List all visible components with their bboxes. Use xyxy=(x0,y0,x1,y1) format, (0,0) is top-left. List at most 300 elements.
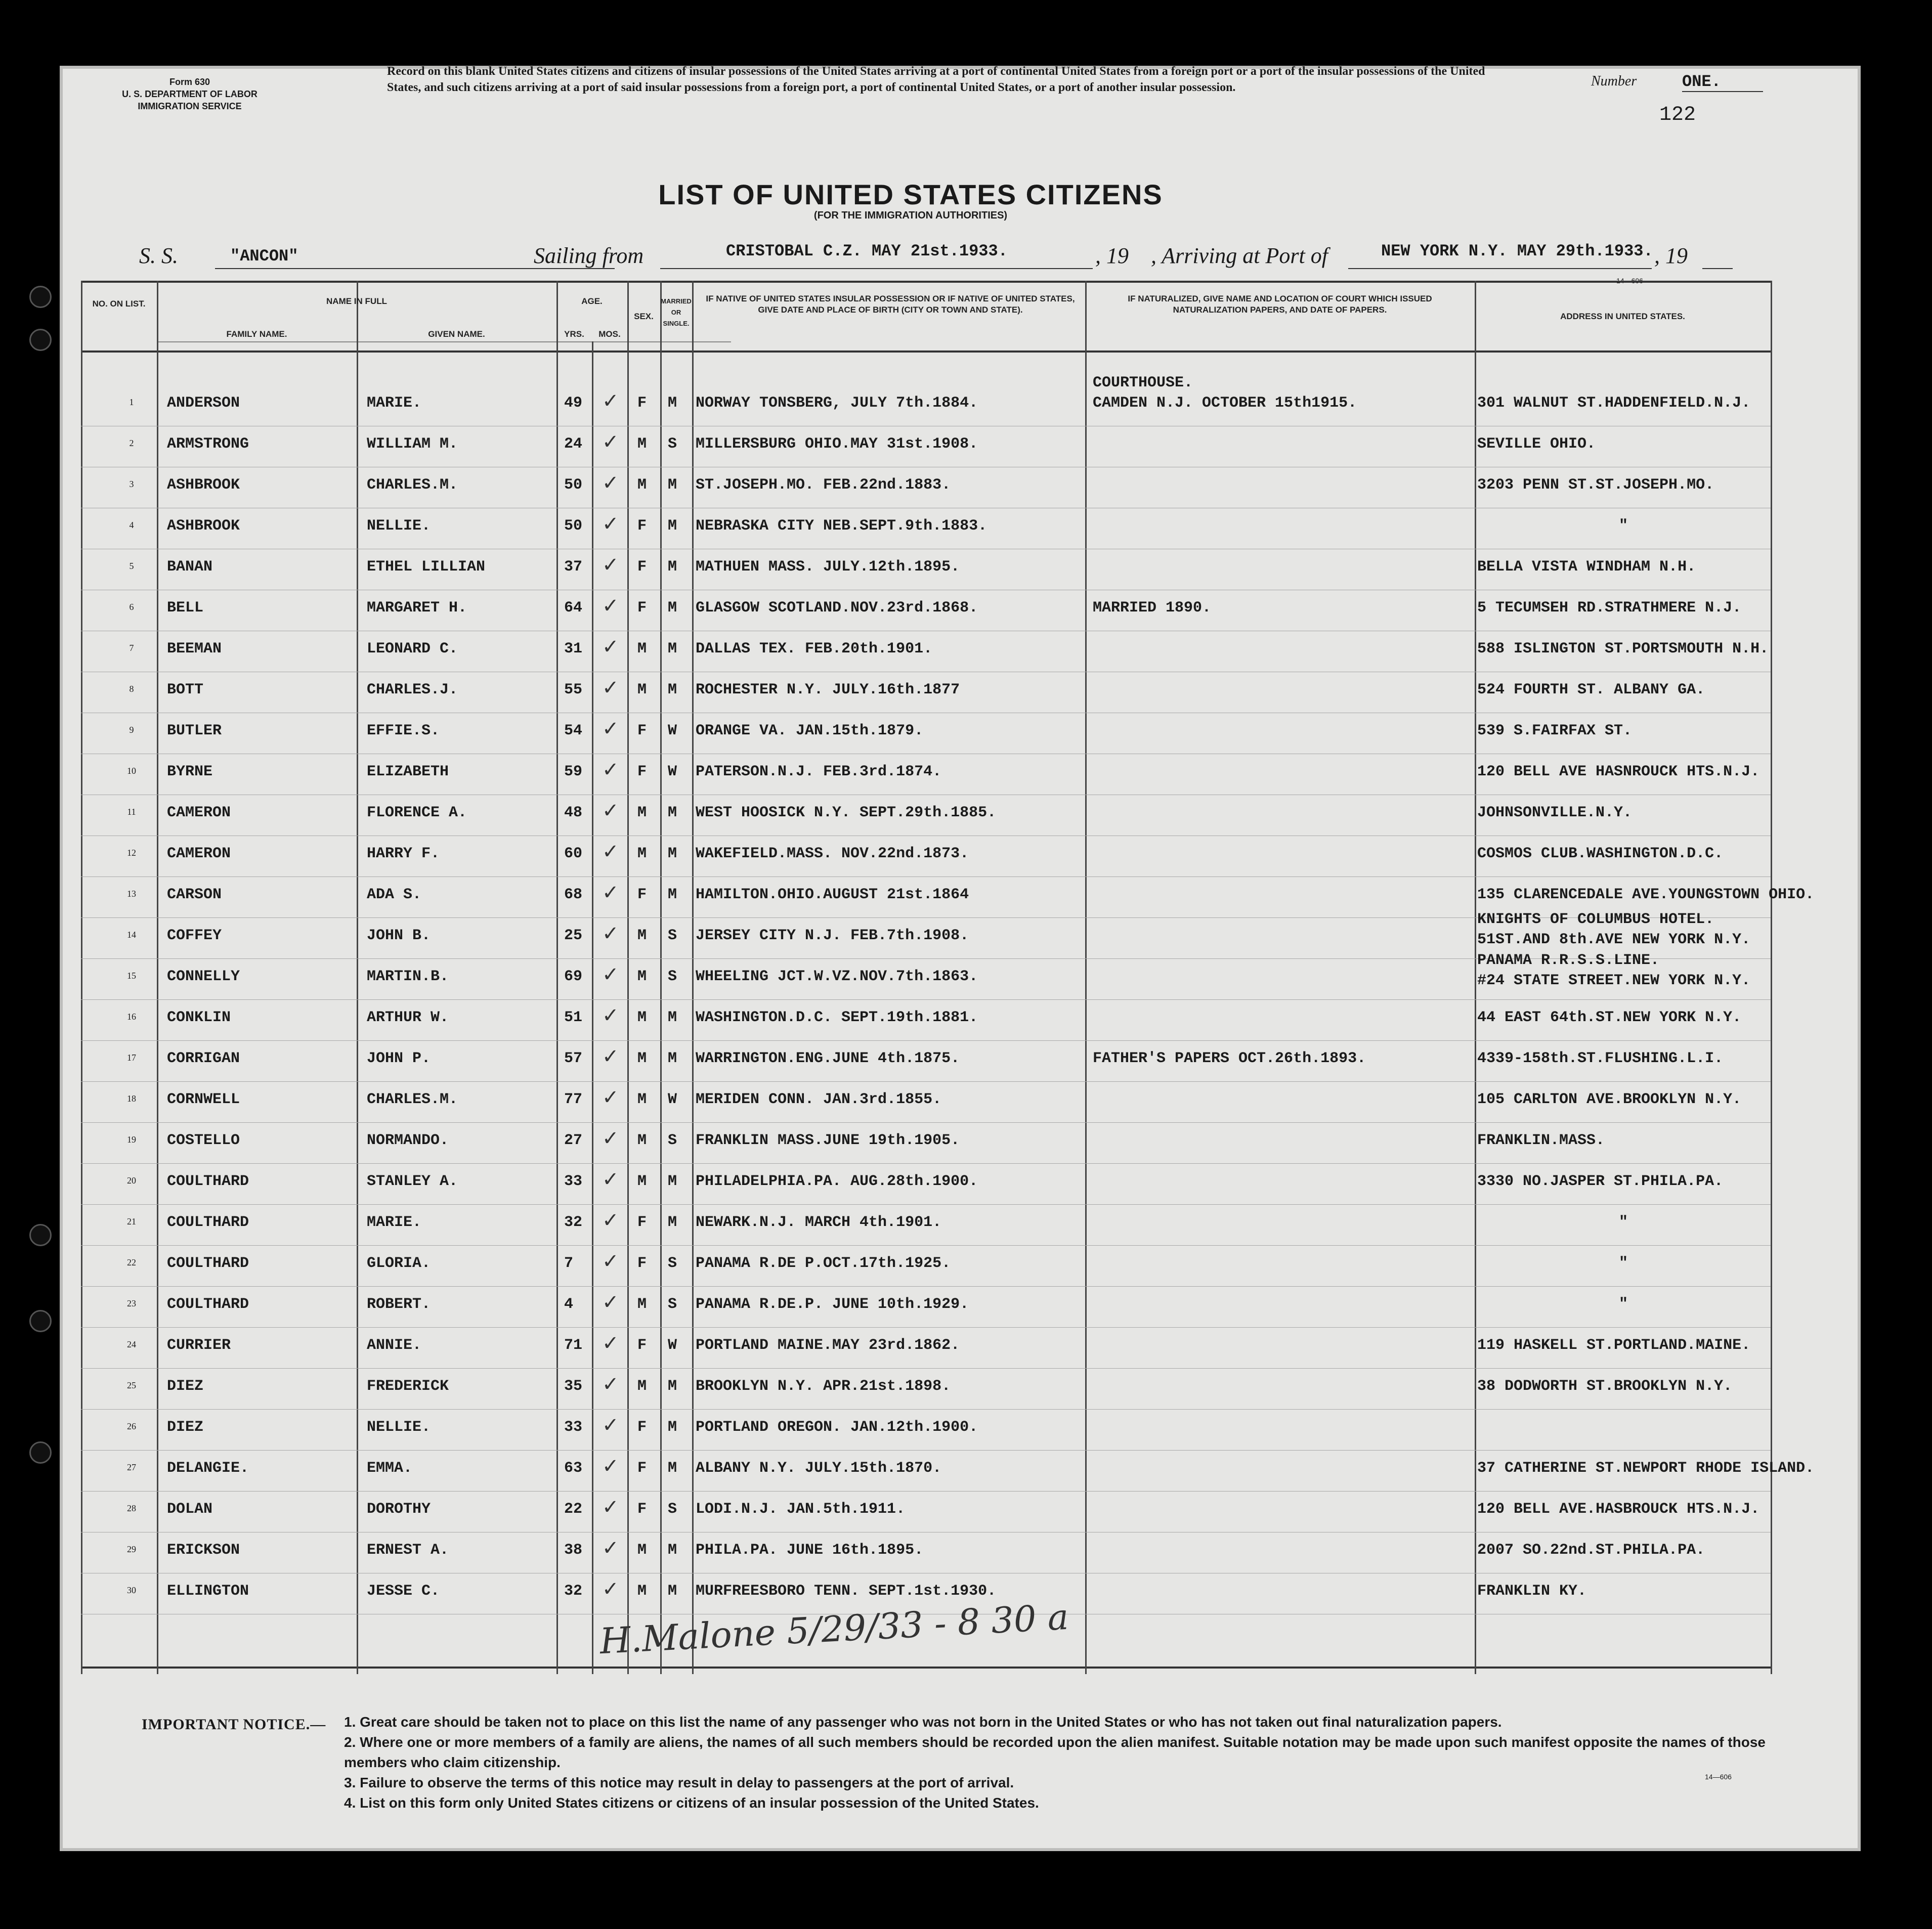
row-number: 23 xyxy=(127,1298,136,1308)
age-years-cell: 38 xyxy=(564,1542,583,1559)
sex-cell: F xyxy=(637,1255,647,1272)
sex-cell: F xyxy=(637,763,647,780)
sex-cell: M xyxy=(637,681,647,698)
header-name-in-full: NAME IN FULL xyxy=(326,296,387,306)
birthplace-cell: WARRINGTON.ENG.JUNE 4th.1875. xyxy=(696,1050,960,1067)
address-cell: 38 DODWORTH ST.BROOKLYN N.Y. xyxy=(1477,1378,1733,1395)
marital-status-cell: S xyxy=(668,1132,677,1149)
age-years-cell: 4 xyxy=(564,1296,574,1313)
number-value: ONE. xyxy=(1682,72,1763,92)
family-name-cell: CARSON xyxy=(167,886,222,903)
family-name-cell: COULTHARD xyxy=(167,1173,249,1190)
check-mark-icon: ✓ xyxy=(602,1332,619,1354)
age-years-cell: 32 xyxy=(564,1214,583,1231)
birthplace-cell: PORTLAND OREGON. JAN.12th.1900. xyxy=(696,1419,978,1436)
sex-cell: F xyxy=(637,1214,647,1231)
row-number: 6 xyxy=(129,602,134,612)
address-cell: 51ST.AND 8th.AVE NEW YORK N.Y. xyxy=(1477,931,1751,948)
row-number: 1 xyxy=(129,397,134,407)
check-mark-icon: ✓ xyxy=(602,1455,619,1477)
marital-status-cell: M xyxy=(668,1009,677,1026)
header-no-on-list: NO. ON LIST. xyxy=(92,299,146,309)
birthplace-cell: HAMILTON.OHIO.AUGUST 21st.1864 xyxy=(696,886,969,903)
sex-cell: M xyxy=(637,804,647,821)
marital-status-cell: M xyxy=(668,886,677,903)
ship-info-line xyxy=(139,238,1758,273)
row-number: 10 xyxy=(127,766,136,776)
family-name-cell: BEEMAN xyxy=(167,640,222,657)
birthplace-cell: JERSEY CITY N.J. FEB.7th.1908. xyxy=(696,927,969,944)
sex-cell: M xyxy=(637,1173,647,1190)
check-mark-icon: ✓ xyxy=(602,554,619,576)
row-number: 5 xyxy=(129,561,134,571)
marital-status-cell: M xyxy=(668,1460,677,1477)
family-name-cell: ASHBROOK xyxy=(167,517,240,535)
marital-status-cell: M xyxy=(668,558,677,576)
notice-item-3: 3. Failure to observe the terms of this notice may result in delay to passengers at the port of arrival. xyxy=(344,1775,1014,1790)
family-name-cell: COULTHARD xyxy=(167,1214,249,1231)
given-name-cell: FLORENCE A. xyxy=(367,804,467,821)
age-years-cell: 64 xyxy=(564,599,583,617)
age-years-cell: 37 xyxy=(564,558,583,576)
notice-item-1: 1. Great care should be taken not to place on this list the name of any passenger who was not born in the United States or who has not taken out final naturalization papers. xyxy=(344,1714,1502,1730)
age-years-cell: 24 xyxy=(564,435,583,453)
check-mark-icon: ✓ xyxy=(602,595,619,617)
address-cell: 44 EAST 64th.ST.NEW YORK N.Y. xyxy=(1477,1009,1742,1026)
address-cell: SEVILLE OHIO. xyxy=(1477,435,1596,453)
birthplace-cell: DALLAS TEX. FEB.20th.1901. xyxy=(696,640,933,657)
age-years-cell: 7 xyxy=(564,1255,574,1272)
check-mark-icon: ✓ xyxy=(602,636,619,658)
check-mark-icon: ✓ xyxy=(602,390,619,412)
given-name-cell: ANNIE. xyxy=(367,1337,422,1354)
sex-cell: F xyxy=(637,1419,647,1436)
family-name-cell: CONNELLY xyxy=(167,968,240,985)
age-years-cell: 31 xyxy=(564,640,583,657)
given-name-cell: WILLIAM M. xyxy=(367,435,458,453)
row-number: 4 xyxy=(129,520,134,530)
row-number: 9 xyxy=(129,725,134,735)
address-cell: PANAMA R.R.S.S.LINE. xyxy=(1477,952,1660,969)
header-married-single: MARRIED OR SINGLE. xyxy=(661,297,692,327)
year-label-1: , 19 xyxy=(1095,243,1129,268)
birthplace-cell: NEBRASKA CITY NEB.SEPT.9th.1883. xyxy=(696,517,988,535)
sex-cell: M xyxy=(637,1132,647,1149)
sex-cell: M xyxy=(637,1050,647,1067)
given-name-cell: ELIZABETH xyxy=(367,763,449,780)
family-name-cell: COFFEY xyxy=(167,927,222,944)
address-cell: 120 BELL AVE.HASBROUCK HTS.N.J. xyxy=(1477,1501,1760,1518)
row-number: 27 xyxy=(127,1462,136,1472)
naturalization-cell: CAMDEN N.J. OCTOBER 15th1915. xyxy=(1093,394,1357,412)
sex-cell: M xyxy=(637,927,647,944)
birthplace-cell: WAKEFIELD.MASS. NOV.22nd.1873. xyxy=(696,845,969,862)
header-years: YRS. xyxy=(564,329,584,339)
row-number: 30 xyxy=(127,1585,136,1595)
birthplace-cell: WEST HOOSICK N.Y. SEPT.29th.1885. xyxy=(696,804,997,821)
family-name-cell: ASHBROOK xyxy=(167,476,240,494)
marital-status-cell: M xyxy=(668,804,677,821)
birthplace-cell: WASHINGTON.D.C. SEPT.19th.1881. xyxy=(696,1009,978,1026)
given-name-cell: EFFIE.S. xyxy=(367,722,440,739)
printer-mark: 14—606 xyxy=(1616,277,1643,285)
marital-status-cell: M xyxy=(668,640,677,657)
sex-cell: F xyxy=(637,517,647,535)
marital-status-cell: S xyxy=(668,435,677,453)
family-name-cell: DELANGIE. xyxy=(167,1460,249,1477)
check-mark-icon: ✓ xyxy=(602,1209,619,1232)
birthplace-cell: MERIDEN CONN. JAN.3rd.1855. xyxy=(696,1091,942,1108)
row-number: 8 xyxy=(129,684,134,694)
sex-cell: F xyxy=(637,1460,647,1477)
sex-cell: F xyxy=(637,722,647,739)
ship-name: "ANCON" xyxy=(230,247,298,266)
sex-cell: M xyxy=(637,1378,647,1395)
inspector-signature: H.Malone 5/29/33 - 8 30 a xyxy=(598,1596,1070,1662)
sex-cell: F xyxy=(637,394,647,412)
sex-cell: F xyxy=(637,1337,647,1354)
birthplace-cell: PANAMA R.DE P.OCT.17th.1925. xyxy=(696,1255,951,1272)
birthplace-cell: GLASGOW SCOTLAND.NOV.23rd.1868. xyxy=(696,599,978,617)
birthplace-cell: ORANGE VA. JAN.15th.1879. xyxy=(696,722,924,739)
birthplace-cell: PORTLAND MAINE.MAY 23rd.1862. xyxy=(696,1337,960,1354)
given-name-cell: JESSE C. xyxy=(367,1583,440,1600)
sex-cell: M xyxy=(637,1009,647,1026)
age-years-cell: 32 xyxy=(564,1583,583,1600)
binder-hole xyxy=(29,1224,52,1246)
birthplace-cell: FRANKLIN MASS.JUNE 19th.1905. xyxy=(696,1132,960,1149)
given-name-cell: CHARLES.M. xyxy=(367,476,458,494)
given-name-cell: MARGARET H. xyxy=(367,599,467,617)
given-name-cell: NELLIE. xyxy=(367,1419,431,1436)
passenger-table xyxy=(81,281,1815,1674)
address-cell: " xyxy=(1619,1255,1628,1272)
birthplace-cell: MATHUEN MASS. JULY.12th.1895. xyxy=(696,558,960,576)
check-mark-icon: ✓ xyxy=(602,1045,619,1068)
address-cell: " xyxy=(1619,517,1628,535)
birthplace-cell: ROCHESTER N.Y. JULY.16th.1877 xyxy=(696,681,960,698)
row-number: 3 xyxy=(129,479,134,489)
address-cell: 135 CLARENCEDALE AVE.YOUNGSTOWN OHIO. xyxy=(1477,886,1815,903)
age-years-cell: 35 xyxy=(564,1378,583,1395)
check-mark-icon: ✓ xyxy=(602,1127,619,1150)
check-mark-icon: ✓ xyxy=(602,1004,619,1027)
family-name-cell: BANAN xyxy=(167,558,213,576)
age-years-cell: 33 xyxy=(564,1173,583,1190)
marital-status-cell: M xyxy=(668,394,677,412)
marital-status-cell: S xyxy=(668,1255,677,1272)
birthplace-cell: ALBANY N.Y. JULY.15th.1870. xyxy=(696,1460,942,1477)
check-mark-icon: ✓ xyxy=(602,923,619,945)
important-notice-items xyxy=(344,1712,1811,1813)
ss-label: S. S. xyxy=(139,243,178,268)
binder-hole xyxy=(29,329,52,351)
birthplace-cell: PHILADELPHIA.PA. AUG.28th.1900. xyxy=(696,1173,978,1190)
row-number: 20 xyxy=(127,1175,136,1186)
address-cell: 120 BELL AVE HASNROUCK HTS.N.J. xyxy=(1477,763,1760,780)
birthplace-cell: BROOKLYN N.Y. APR.21st.1898. xyxy=(696,1378,951,1395)
row-number: 26 xyxy=(127,1421,136,1431)
check-mark-icon: ✓ xyxy=(602,1291,619,1313)
family-name-cell: BUTLER xyxy=(167,722,222,739)
row-number: 16 xyxy=(127,1012,136,1022)
check-mark-icon: ✓ xyxy=(602,1414,619,1436)
given-name-cell: CHARLES.M. xyxy=(367,1091,458,1108)
check-mark-icon: ✓ xyxy=(602,513,619,535)
age-years-cell: 22 xyxy=(564,1501,583,1518)
check-mark-icon: ✓ xyxy=(602,841,619,863)
family-name-cell: CONKLIN xyxy=(167,1009,231,1026)
row-number: 29 xyxy=(127,1544,136,1554)
marital-status-cell: M xyxy=(668,1050,677,1067)
given-name-cell: ETHEL LILLIAN xyxy=(367,558,486,576)
marital-status-cell: S xyxy=(668,1296,677,1313)
header-given-name: GIVEN NAME. xyxy=(428,329,485,339)
address-cell: 5 TECUMSEH RD.STRATHMERE N.J. xyxy=(1477,599,1742,617)
marital-status-cell: S xyxy=(668,927,677,944)
family-name-cell: BYRNE xyxy=(167,763,213,780)
check-mark-icon: ✓ xyxy=(602,1578,619,1600)
given-name-cell: GLORIA. xyxy=(367,1255,431,1272)
sex-cell: M xyxy=(637,845,647,862)
naturalization-cell: COURTHOUSE. xyxy=(1093,374,1193,391)
address-cell: 588 ISLINGTON ST.PORTSMOUTH N.H. xyxy=(1477,640,1769,657)
given-name-cell: ADA S. xyxy=(367,886,422,903)
age-years-cell: 68 xyxy=(564,886,583,903)
naturalization-cell: FATHER'S PAPERS OCT.26th.1893. xyxy=(1093,1050,1366,1067)
address-cell: 119 HASKELL ST.PORTLAND.MAINE. xyxy=(1477,1337,1751,1354)
row-number: 12 xyxy=(127,848,136,858)
age-years-cell: 51 xyxy=(564,1009,583,1026)
age-years-cell: 25 xyxy=(564,927,583,944)
birthplace-cell: LODI.N.J. JAN.5th.1911. xyxy=(696,1501,906,1518)
sex-cell: F xyxy=(637,886,647,903)
sex-cell: M xyxy=(637,1583,647,1600)
family-name-cell: ARMSTRONG xyxy=(167,435,249,453)
check-mark-icon: ✓ xyxy=(602,800,619,822)
address-cell: FRANKLIN.MASS. xyxy=(1477,1132,1605,1149)
footer-printer-mark: 14—606 xyxy=(1705,1773,1732,1781)
header-birthplace: IF NATIVE OF UNITED STATES INSULAR POSSESSION OR IF NATIVE OF UNITED STATES, GIVE DATE AND PLACE OF BIRTH (CITY OR TOWN AND STATE). xyxy=(706,294,1075,315)
header-naturalized: IF NATURALIZED, GIVE NAME AND LOCATION OF COURT WHICH ISSUED NATURALIZATION PAPERS, AND DATE OF PAPERS. xyxy=(1128,294,1432,315)
sex-cell: M xyxy=(637,1542,647,1559)
address-cell: KNIGHTS OF COLUMBUS HOTEL. xyxy=(1477,911,1714,928)
given-name-cell: LEONARD C. xyxy=(367,640,458,657)
age-years-cell: 54 xyxy=(564,722,583,739)
given-name-cell: MARIE. xyxy=(367,1214,422,1231)
given-name-cell: ROBERT. xyxy=(367,1296,431,1313)
row-number: 21 xyxy=(127,1216,136,1226)
header-sex: SEX. xyxy=(634,312,654,321)
sex-cell: M xyxy=(637,1091,647,1108)
number-label: Number xyxy=(1591,73,1637,89)
marital-status-cell: S xyxy=(668,1501,677,1518)
row-number: 14 xyxy=(127,930,136,940)
marital-status-cell: M xyxy=(668,845,677,862)
row-number: 28 xyxy=(127,1503,136,1513)
check-mark-icon: ✓ xyxy=(602,472,619,494)
marital-status-cell: M xyxy=(668,1173,677,1190)
given-name-cell: EMMA. xyxy=(367,1460,413,1477)
header-months: MOS. xyxy=(598,329,621,339)
address-cell: 4339-158th.ST.FLUSHING.L.I. xyxy=(1477,1050,1724,1067)
family-name-cell: ANDERSON xyxy=(167,394,240,412)
birthplace-cell: WHEELING JCT.W.VZ.NOV.7th.1863. xyxy=(696,968,978,985)
family-name-cell: BOTT xyxy=(167,681,204,698)
age-years-cell: 59 xyxy=(564,763,583,780)
address-cell: 301 WALNUT ST.HADDENFIELD.N.J. xyxy=(1477,394,1751,412)
address-cell: COSMOS CLUB.WASHINGTON.D.C. xyxy=(1477,845,1724,862)
family-name-cell: DIEZ xyxy=(167,1378,204,1395)
department-name: U. S. DEPARTMENT OF LABOR xyxy=(122,89,257,99)
family-name-cell: CAMERON xyxy=(167,845,231,862)
check-mark-icon: ✓ xyxy=(602,1496,619,1518)
notice-item-4: 4. List on this form only United States citizens or citizens of an insular possession of the United States. xyxy=(344,1795,1039,1811)
given-name-cell: JOHN B. xyxy=(367,927,431,944)
given-name-cell: DOROTHY xyxy=(367,1501,431,1518)
sailing-from-value: CRISTOBAL C.Z. MAY 21st.1933. xyxy=(726,242,1008,260)
address-cell: 105 CARLTON AVE.BROOKLYN N.Y. xyxy=(1477,1091,1742,1108)
header-address: ADDRESS IN UNITED STATES. xyxy=(1560,312,1685,321)
year-label-2: , 19 xyxy=(1654,243,1688,268)
sex-cell: F xyxy=(637,558,647,576)
important-notice-heading: IMPORTANT NOTICE.— xyxy=(142,1716,326,1733)
age-years-cell: 63 xyxy=(564,1460,583,1477)
sex-cell: M xyxy=(637,1296,647,1313)
form-number: Form 630 xyxy=(169,77,210,87)
marital-status-cell: W xyxy=(668,1091,677,1108)
given-name-cell: ARTHUR W. xyxy=(367,1009,449,1026)
sex-cell: M xyxy=(637,968,647,985)
service-name: IMMIGRATION SERVICE xyxy=(138,101,242,111)
family-name-cell: CURRIER xyxy=(167,1337,231,1354)
header-age: AGE. xyxy=(581,296,603,306)
check-mark-icon: ✓ xyxy=(602,718,619,740)
row-number: 2 xyxy=(129,438,134,448)
age-years-cell: 27 xyxy=(564,1132,583,1149)
arriving-value: NEW YORK N.Y. MAY 29th.1933. xyxy=(1381,242,1653,260)
arriving-label: , Arriving at Port of xyxy=(1151,243,1328,268)
family-name-cell: ERICKSON xyxy=(167,1542,240,1559)
marital-status-cell: S xyxy=(668,968,677,985)
age-years-cell: 33 xyxy=(564,1419,583,1436)
row-number: 24 xyxy=(127,1339,136,1349)
birthplace-cell: NEWARK.N.J. MARCH 4th.1901. xyxy=(696,1214,942,1231)
sex-cell: M xyxy=(637,476,647,494)
marital-status-cell: W xyxy=(668,1337,677,1354)
given-name-cell: HARRY F. xyxy=(367,845,440,862)
age-years-cell: 48 xyxy=(564,804,583,821)
marital-status-cell: M xyxy=(668,1378,677,1395)
sailing-from-label: Sailing from xyxy=(534,243,644,268)
age-years-cell: 50 xyxy=(564,476,583,494)
age-years-cell: 57 xyxy=(564,1050,583,1067)
address-cell: " xyxy=(1619,1214,1628,1231)
given-name-cell: MARIE. xyxy=(367,394,422,412)
marital-status-cell: W xyxy=(668,763,677,780)
family-name-cell: ELLINGTON xyxy=(167,1583,249,1600)
check-mark-icon: ✓ xyxy=(602,1373,619,1395)
address-cell: 524 FOURTH ST. ALBANY GA. xyxy=(1477,681,1705,698)
family-name-cell: COULTHARD xyxy=(167,1255,249,1272)
binder-hole xyxy=(29,1441,52,1464)
page-title: LIST OF UNITED STATES CITIZENS xyxy=(658,179,1163,210)
page-subtitle: (FOR THE IMMIGRATION AUTHORITIES) xyxy=(813,210,1008,221)
family-name-cell: COULTHARD xyxy=(167,1296,249,1313)
family-name-cell: COSTELLO xyxy=(167,1132,240,1149)
row-number: 11 xyxy=(127,807,136,817)
family-name-cell: CAMERON xyxy=(167,804,231,821)
age-years-cell: 77 xyxy=(564,1091,583,1108)
age-years-cell: 55 xyxy=(564,681,583,698)
row-number: 15 xyxy=(127,971,136,981)
birthplace-cell: PATERSON.N.J. FEB.3rd.1874. xyxy=(696,763,942,780)
check-mark-icon: ✓ xyxy=(602,677,619,699)
birthplace-cell: MILLERSBURG OHIO.MAY 31st.1908. xyxy=(696,435,978,453)
marital-status-cell: M xyxy=(668,1542,677,1559)
check-mark-icon: ✓ xyxy=(602,1168,619,1191)
given-name-cell: NELLIE. xyxy=(367,517,431,535)
binder-hole xyxy=(29,1310,52,1332)
row-number: 22 xyxy=(127,1257,136,1267)
given-name-cell: FREDERICK xyxy=(367,1378,449,1395)
given-name-cell: ERNEST A. xyxy=(367,1542,449,1559)
family-name-cell: CORNWELL xyxy=(167,1091,240,1108)
address-cell: JOHNSONVILLE.N.Y. xyxy=(1477,804,1633,821)
birthplace-cell: PANAMA R.DE.P. JUNE 10th.1929. xyxy=(696,1296,969,1313)
address-cell: 3203 PENN ST.ST.JOSEPH.MO. xyxy=(1477,476,1714,494)
address-cell: #24 STATE STREET.NEW YORK N.Y. xyxy=(1477,972,1751,989)
check-mark-icon: ✓ xyxy=(602,1537,619,1559)
stamped-number: 122 xyxy=(1659,104,1696,126)
check-mark-icon: ✓ xyxy=(602,759,619,781)
age-years-cell: 49 xyxy=(564,394,583,412)
row-number: 18 xyxy=(127,1093,136,1104)
row-number: 25 xyxy=(127,1380,136,1390)
birthplace-cell: PHILA.PA. JUNE 16th.1895. xyxy=(696,1542,924,1559)
check-mark-icon: ✓ xyxy=(602,431,619,453)
marital-status-cell: M xyxy=(668,599,677,617)
address-cell: FRANKLIN KY. xyxy=(1477,1583,1587,1600)
marital-status-cell: W xyxy=(668,722,677,739)
age-years-cell: 69 xyxy=(564,968,583,985)
marital-status-cell: M xyxy=(668,1214,677,1231)
age-years-cell: 71 xyxy=(564,1337,583,1354)
notice-item-2: 2. Where one or more members of a family are aliens, the names of all such members should be recorded upon the alien manifest. Suitable notation may be made upon such manifest opposite the names of those members who claim citizenship. xyxy=(344,1734,1766,1770)
birthplace-cell: MURFREESBORO TENN. SEPT.1st.1930. xyxy=(696,1583,997,1600)
row-number: 13 xyxy=(127,889,136,899)
naturalization-cell: MARRIED 1890. xyxy=(1093,599,1212,617)
header-family-name: FAMILY NAME. xyxy=(226,329,287,339)
given-name-cell: STANLEY A. xyxy=(367,1173,458,1190)
marital-status-cell: M xyxy=(668,1583,677,1600)
address-cell: 3330 NO.JASPER ST.PHILA.PA. xyxy=(1477,1173,1724,1190)
given-name-cell: JOHN P. xyxy=(367,1050,431,1067)
row-number: 17 xyxy=(127,1053,136,1063)
list-number-box xyxy=(1591,73,1809,129)
check-mark-icon: ✓ xyxy=(602,1250,619,1273)
given-name-cell: CHARLES.J. xyxy=(367,681,458,698)
given-name-cell: NORMANDO. xyxy=(367,1132,449,1149)
age-years-cell: 50 xyxy=(564,517,583,535)
address-cell: 37 CATHERINE ST.NEWPORT RHODE ISLAND. xyxy=(1477,1460,1815,1477)
form-identification xyxy=(94,76,286,112)
marital-status-cell: M xyxy=(668,517,677,535)
address-cell: BELLA VISTA WINDHAM N.H. xyxy=(1477,558,1696,576)
top-instruction-text: Record on this blank United States citizens and citizens of insular possessions of the United States arriving at a port of continental United States from a foreign port or a port of the insular possessions of the United States, and such citizens arriving at a port of said insular possessions from a foreign port, a port of continental United States, or a port of another insular possession. xyxy=(387,65,1485,94)
family-name-cell: CORRIGAN xyxy=(167,1050,240,1067)
sex-cell: F xyxy=(637,599,647,617)
